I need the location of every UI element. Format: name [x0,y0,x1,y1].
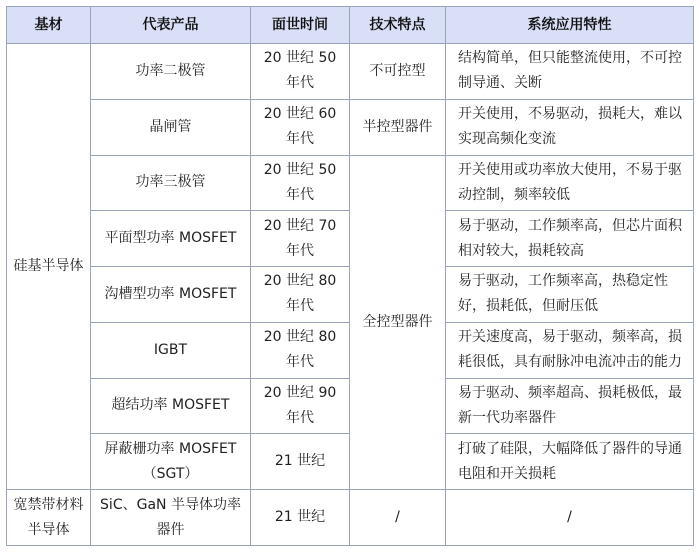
system-cell: / [446,490,694,546]
time-cell: 21 世纪 [251,434,350,490]
table-row [7,99,694,155]
product-cell: 沟槽型功率 MOSFET [91,267,251,323]
header-system: 系统应用特性 [446,7,694,44]
system-cell: 易于驱动，工作频率高，但芯片面积相对较大，损耗较高 [446,211,694,267]
tech-cell: 全控型器件 [350,155,446,490]
header-base: 基材 [7,7,91,44]
product-cell: 功率二极管 [91,44,251,100]
time-cell: 20 世纪 80 年代 [251,322,350,378]
power-device-comparison-table [6,6,694,546]
system-cell: 开关使用，不易驱动，损耗大，难以实现高频化变流 [446,99,694,155]
group-wide-bandgap: 宽禁带材料半导体 [7,490,91,546]
time-cell: 20 世纪 70 年代 [251,211,350,267]
system-cell: 易于驱动，工作频率高，热稳定性好，损耗低，但耐压低 [446,267,694,323]
group-silicon: 硅基半导体 [7,44,91,490]
header-time: 面世时间 [251,7,350,44]
product-cell: 超结功率 MOSFET [91,378,251,434]
system-cell: 开关速度高，易于驱动，频率高，损耗很低，具有耐脉冲电流冲击的能力 [446,322,694,378]
tech-cell: / [350,490,446,546]
table-header-row [7,7,694,44]
system-cell: 结构简单，但只能整流使用，不可控制导通、关断 [446,44,694,100]
table-row [7,155,694,211]
product-cell: 功率三极管 [91,155,251,211]
product-cell: IGBT [91,322,251,378]
product-cell: 屏蔽栅功率 MOSFET（SGT） [91,434,251,490]
system-cell: 易于驱动、频率超高、损耗极低，最新一代功率器件 [446,378,694,434]
time-cell: 20 世纪 90 年代 [251,378,350,434]
system-cell: 打破了硅限，大幅降低了器件的导通电阻和开关损耗 [446,434,694,490]
tech-cell: 不可控型 [350,44,446,100]
header-tech: 技术特点 [350,7,446,44]
table-row [7,490,694,546]
time-cell: 21 世纪 [251,490,350,546]
system-cell: 开关使用或功率放大使用，不易于驱动控制，频率较低 [446,155,694,211]
product-cell: 晶闸管 [91,99,251,155]
product-cell: 平面型功率 MOSFET [91,211,251,267]
time-cell: 20 世纪 50 年代 [251,155,350,211]
header-product: 代表产品 [91,7,251,44]
time-cell: 20 世纪 50 年代 [251,44,350,100]
table-row [7,44,694,100]
time-cell: 20 世纪 80 年代 [251,267,350,323]
tech-cell: 半控型器件 [350,99,446,155]
time-cell: 20 世纪 60 年代 [251,99,350,155]
product-cell: SiC、GaN 半导体功率器件 [91,490,251,546]
